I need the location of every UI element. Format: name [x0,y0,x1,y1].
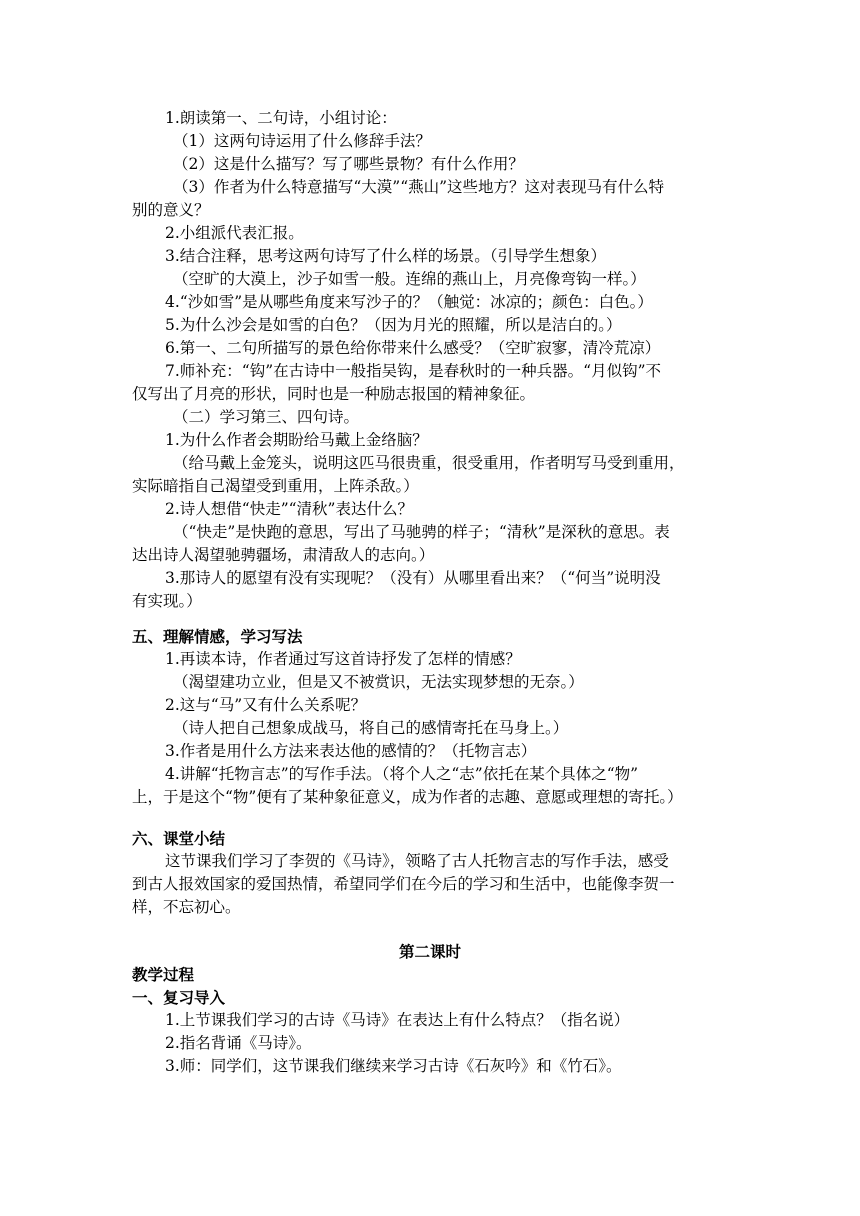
text-line: 到古人报效国家的爱国热情，希望同学们在今后的学习和生活中，也能像李贺一 [132,875,675,893]
text-line: 2.诗人想借“快走”“清秋”表达什么？ [165,500,413,518]
text-line: （给马戴上金笼头，说明这匹马很贵重，很受重用，作者明写马受到重用， [173,454,685,472]
text-line: （渴望建功立业，但是又不被赏识，无法实现梦想的无奈。） [173,673,584,691]
text-line: 实际暗指自己渴望受到重用，上阵杀敌。） [132,477,419,495]
text-line: 5.为什么沙会是如雪的白色？（因为月光的照耀，所以是洁白的。） [165,316,622,334]
text-line: 这节课我们学习了李贺的《马诗》，领略了古人托物言志的写作手法，感受 [165,852,669,870]
text-line: （“快走”是快跑的意思，写出了马驰骋的样子；“清秋”是深秋的意思。表 [173,523,670,541]
text-line: 3.师：同学们，这节课我们继续来学习古诗《石灰吟》和《竹石》。 [165,1057,622,1075]
text-line: 1.为什么作者会期盼给马戴上金络脑？ [165,431,428,449]
text-line: 达出诗人渴望驰骋疆场，肃清敌人的志向。） [132,546,435,564]
section-heading: 一、复习导入 [132,988,226,1007]
text-line: （3）作者为什么特意描写“大漠”“燕山”这些地方？这对表现马有什么特 [173,178,665,196]
lesson-title: 第二课时 [398,942,461,961]
text-line: （二）学习第三、四句诗。 [173,408,360,426]
text-line: 4.“沙如雪”是从哪些角度来写沙子的？（触觉：冰凉的；颜色：白色。） [165,293,653,311]
text-line: 样，不忘初心。 [132,898,241,916]
text-line: 1.朗读第一、二句诗，小组讨论： [165,109,397,127]
text-line: 1.上节课我们学习的古诗《马诗》在表达上有什么特点？（指名说） [165,1011,630,1029]
text-line: 别的意义？ [132,201,210,219]
section-heading: 五、理解情感，学习写法 [132,627,303,646]
text-line: 6.第一、二句所描写的景色给你带来什么感受？（空旷寂寥，清冷荒凉） [165,339,661,357]
text-line: （1）这两句诗运用了什么修辞手法？ [173,132,431,150]
section-heading: 六、课堂小结 [132,829,226,848]
text-line: 3.那诗人的愿望有没有实现呢？（没有）从哪里看出来？（“何当”说明没 [165,569,661,587]
text-line: 仅写出了月亮的形状，同时也是一种励志报国的精神象征。 [132,385,536,403]
text-line: 上，于是这个“物”便有了某种象征意义，成为作者的志趣、意愿或理想的寄托。） [132,788,683,806]
text-line: 2.这与“马”又有什么关系呢？ [165,696,367,714]
section-heading: 教学过程 [132,965,195,984]
text-line: 有实现。） [132,592,202,610]
text-line: 7.师补充：“钩”在古诗中一般指吴钩，是春秋时的一种兵器。“月似钩”不 [165,362,661,380]
text-line: 3.结合注释，思考这两句诗写了什么样的场景。（引导学生想象） [165,247,607,265]
text-line: 3.作者是用什么方法来表达他的感情的？（托物言志） [165,742,537,760]
text-line: 4.讲解“托物言志”的写作手法。（将个人之“志”依托在某个具体之“物” [165,765,639,783]
text-line: （2）这是什么描写？写了哪些景物？有什么作用？ [173,155,524,173]
text-line: 2.指名背诵《马诗》。 [165,1034,312,1052]
text-line: 2.小组派代表汇报。 [165,224,304,242]
text-line: 1.再读本诗，作者通过写这首诗抒发了怎样的情感？ [165,650,521,668]
text-line: （诗人把自己想象成战马，将自己的感情寄托在马身上。） [173,719,569,737]
text-line: （空旷的大漠上，沙子如雪一般。连绵的燕山上，月亮像弯钩一样。） [173,270,646,288]
